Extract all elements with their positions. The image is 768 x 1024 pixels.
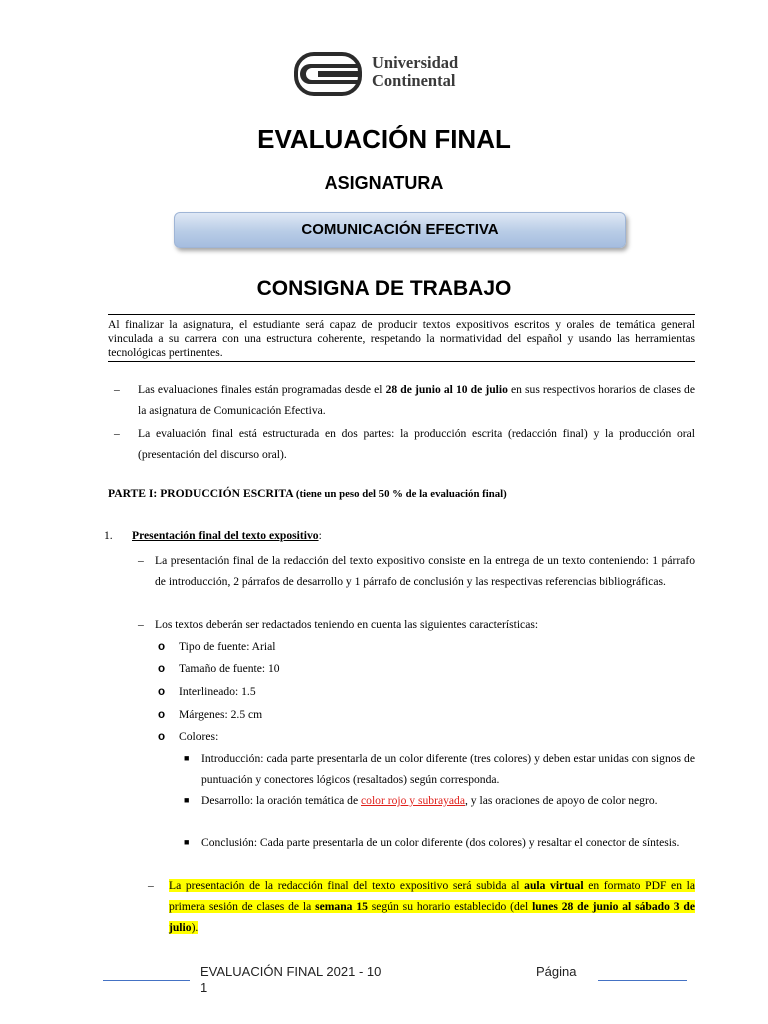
- submission-text-4: ).: [191, 921, 199, 934]
- logo-line-1: Universidad: [372, 53, 459, 72]
- course-banner: [174, 212, 626, 248]
- red-underlined-text: color rojo y subrayada: [361, 794, 465, 807]
- footer-rule-right: [598, 980, 687, 981]
- option-text: Colores:: [179, 730, 219, 743]
- submission-text-3: según su horario establecido (del: [367, 900, 533, 913]
- submission-text-1: La presentación de la redacción final del texto expositivo será subida al: [169, 879, 525, 892]
- dash-marker: –: [138, 554, 144, 567]
- section-1-colon: :: [318, 529, 322, 542]
- submission-platform: aula virtual: [524, 879, 584, 892]
- intro-item-1-dates: 28 de junio al 10 de julio: [385, 383, 508, 396]
- footer-rule-left: [103, 980, 190, 981]
- submission-week: semana 15: [315, 900, 368, 913]
- logo-text: [372, 54, 458, 90]
- part-1-heading: [108, 487, 507, 500]
- color-rule-development-pre: Desarrollo: la oración temática de: [201, 794, 361, 807]
- bullet-marker: ■: [184, 795, 190, 805]
- dash-marker: –: [148, 879, 154, 892]
- option-text: Interlineado: 1.5: [179, 685, 256, 698]
- footer-left: [200, 964, 381, 996]
- color-rule-development-post: , y las oraciones de apoyo de color negro.: [465, 794, 658, 807]
- dash-marker: –: [138, 618, 144, 631]
- bullet-marker: ■: [184, 753, 190, 763]
- part-1-title: PARTE I: PRODUCCIÓN ESCRITA: [108, 487, 296, 500]
- option-text: Tipo de fuente: Arial: [179, 640, 276, 653]
- section-1-label: Presentación final del texto expositivo: [132, 529, 319, 542]
- section-heading: CONSIGNA DE TRABAJO: [256, 277, 512, 300]
- course-name: COMUNICACIÓN EFECTIVA: [301, 221, 499, 238]
- color-rule-development: [184, 790, 695, 811]
- intro-item-2: [108, 423, 695, 465]
- color-rule-introduction-text: Introducción: cada parte presentarla de un color diferente (tres colores) y deben estar unidas con signos de puntuación y conectores lógicos (resaltados) según corresponda.: [201, 752, 695, 786]
- option-marker: o: [158, 708, 166, 721]
- option-text: Tamaño de fuente: 10: [179, 662, 280, 675]
- section-1-item-2-text: Los textos deberán ser redactados teniendo en cuenta las siguientes características:: [155, 618, 539, 631]
- part-1-weight: (tiene un peso del 50 % de la evaluación final): [295, 488, 507, 500]
- color-rule-conclusion-text: Conclusión: Cada parte presentarla de un color diferente (dos colores) y resaltar el conector de síntesis.: [201, 836, 680, 849]
- section-1-item-3: [148, 875, 695, 938]
- section-1-number: 1.: [104, 529, 113, 542]
- intro-item-1-post: en sus respectivos horarios de clases de la asignatura de Comunicación Efectiva.: [138, 383, 696, 417]
- bullet-marker: ■: [184, 837, 190, 847]
- option-marker: o: [158, 640, 166, 653]
- submission-text-2: en formato PDF en la primera sesión de clases de la: [169, 879, 695, 913]
- section-1-item-1: [138, 550, 695, 592]
- footer-page-label: Página: [536, 964, 577, 979]
- option-marker: o: [158, 685, 166, 698]
- dash-marker: –: [114, 427, 120, 440]
- intro-item-1: [108, 379, 695, 421]
- learning-objective: Al finalizar la asignatura, el estudiante será capaz de producir textos expositivos escritos y orales de temática general vinculada a su carrera con una estructura coherente, respetando la normatividad del español y usando las herramientas tecnológicas pertinentes.: [108, 314, 695, 362]
- footer-page-number: 1: [200, 980, 208, 995]
- option-text: Márgenes: 2.5 cm: [179, 708, 263, 721]
- intro-item-2-text: La evaluación final está estructurada en dos partes: la producción escrita (redacción final) y la producción oral (presentación del discurso oral).: [138, 427, 695, 461]
- option-marker: o: [158, 730, 166, 743]
- document-subtitle: ASIGNATURA: [324, 173, 444, 193]
- option-marker: o: [158, 662, 166, 675]
- color-rule-conclusion: [184, 832, 695, 853]
- logo-line-2: Continental: [372, 71, 456, 90]
- color-rule-introduction: [184, 748, 695, 790]
- submission-dates: lunes 28 de junio al sábado 3 de julio: [169, 900, 696, 934]
- intro-item-1-pre: Las evaluaciones finales están programadas desde el: [138, 383, 386, 396]
- section-1-item-1-text: La presentación final de la redacción del texto expositivo consiste en la entrega de un texto conteniendo: 1 párrafo de introducción, 2 párrafos de desarrollo y 1 párrafo de conclusión y las respectivas referencias bibliográficas.: [155, 554, 695, 588]
- document-title: EVALUACIÓN FINAL: [257, 124, 511, 154]
- section-1-item-2: [138, 614, 695, 635]
- dash-marker: –: [114, 383, 120, 396]
- footer-exam-label: EVALUACIÓN FINAL 2021 - 10: [200, 964, 382, 979]
